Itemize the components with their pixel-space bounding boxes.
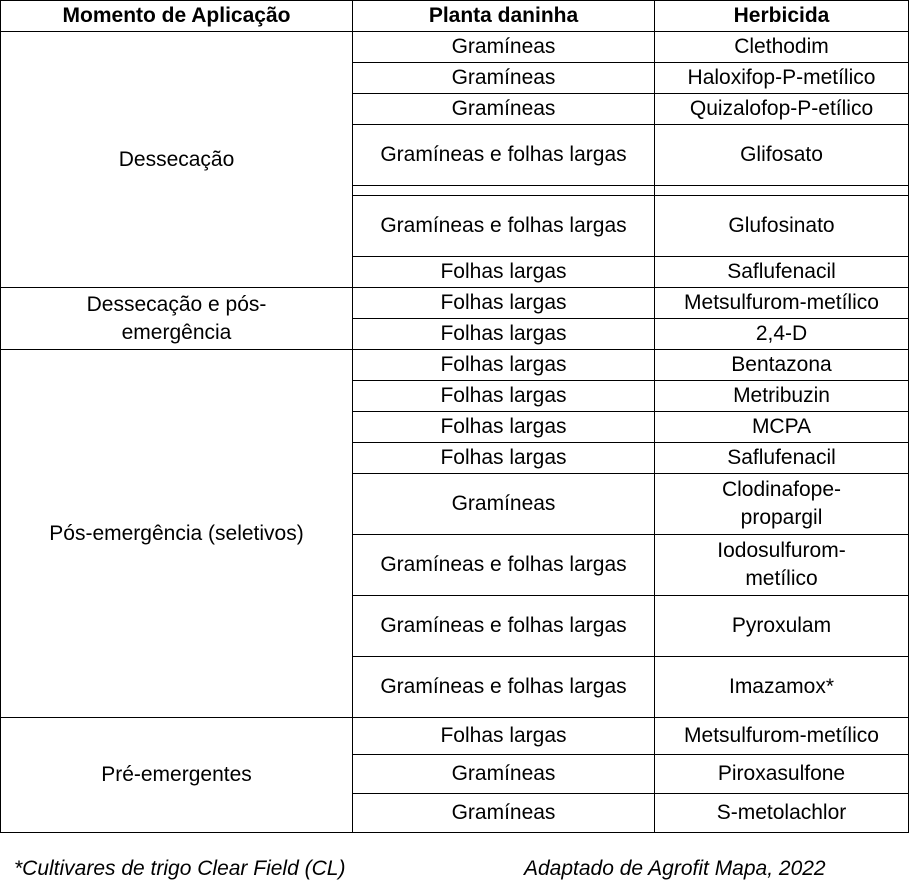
- herbicide-cell: Glifosato: [655, 125, 909, 186]
- weed-cell: Folhas largas: [353, 718, 655, 755]
- herbicide-cell: S-metolachlor: [655, 794, 909, 833]
- weed-cell: Gramíneas: [353, 63, 655, 94]
- weed-cell: Gramíneas e folhas largas: [353, 535, 655, 596]
- herbicide-cell: Saflufenacil: [655, 257, 909, 288]
- header-weed: Planta daninha: [353, 1, 655, 32]
- moment-cell-dessecacao-pos: Dessecação e pós-emergência: [1, 288, 353, 350]
- weed-cell: Folhas largas: [353, 412, 655, 443]
- moment-cell-dessecacao: Dessecação: [1, 32, 353, 288]
- table-row: [1, 32, 909, 63]
- herbicide-cell: MCPA: [655, 412, 909, 443]
- herbicide-cell: Clethodim: [655, 32, 909, 63]
- moment-cell-pos-emergencia: Pós-emergência (seletivos): [1, 350, 353, 718]
- weed-cell: Gramíneas e folhas largas: [353, 596, 655, 657]
- weed-cell: Gramíneas: [353, 474, 655, 535]
- header-moment: Momento de Aplicação: [1, 1, 353, 32]
- weed-cell: Gramíneas: [353, 32, 655, 63]
- weed-cell: Folhas largas: [353, 319, 655, 350]
- weed-cell-empty: [353, 186, 655, 196]
- weed-cell: Gramíneas e folhas largas: [353, 125, 655, 186]
- weed-cell: Gramíneas: [353, 755, 655, 794]
- herbicide-cell: 2,4-D: [655, 319, 909, 350]
- herbicide-cell: Metsulfurom-metílico: [655, 718, 909, 755]
- table-row: [1, 350, 909, 381]
- herbicide-cell: Quizalofop-P-etílico: [655, 94, 909, 125]
- weed-cell: Folhas largas: [353, 257, 655, 288]
- herbicide-cell: Bentazona: [655, 350, 909, 381]
- header-row: [1, 1, 909, 32]
- weed-cell: Gramíneas: [353, 94, 655, 125]
- herbicide-cell: Metribuzin: [655, 381, 909, 412]
- footnote-cultivars: *Cultivares de trigo Clear Field (CL): [14, 857, 346, 880]
- footnote-source: Adaptado de Agrofit Mapa, 2022: [524, 857, 826, 880]
- herbicide-cell: Pyroxulam: [655, 596, 909, 657]
- herbicide-cell: Haloxifop-P-metílico: [655, 63, 909, 94]
- herbicide-cell: Iodosulfurom-metílico: [655, 535, 909, 596]
- herbicide-cell: Imazamox*: [655, 657, 909, 718]
- table-row: [1, 718, 909, 755]
- herbicide-cell-empty: [655, 186, 909, 196]
- weed-cell: Gramíneas e folhas largas: [353, 657, 655, 718]
- weed-cell: Folhas largas: [353, 381, 655, 412]
- herbicide-cell: Clodinafope-propargil: [655, 474, 909, 535]
- herbicide-cell: Piroxasulfone: [655, 755, 909, 794]
- herbicide-cell: Metsulfurom-metílico: [655, 288, 909, 319]
- weed-cell: Folhas largas: [353, 350, 655, 381]
- herbicide-cell: Glufosinato: [655, 196, 909, 257]
- weed-cell: Gramíneas e folhas largas: [353, 196, 655, 257]
- weed-cell: Gramíneas: [353, 794, 655, 833]
- moment-cell-pre-emergentes: Pré-emergentes: [1, 718, 353, 833]
- herbicide-cell: Saflufenacil: [655, 443, 909, 474]
- table-row: [1, 288, 909, 319]
- header-herbicide: Herbicida: [655, 1, 909, 32]
- weed-cell: Folhas largas: [353, 443, 655, 474]
- weed-cell: Folhas largas: [353, 288, 655, 319]
